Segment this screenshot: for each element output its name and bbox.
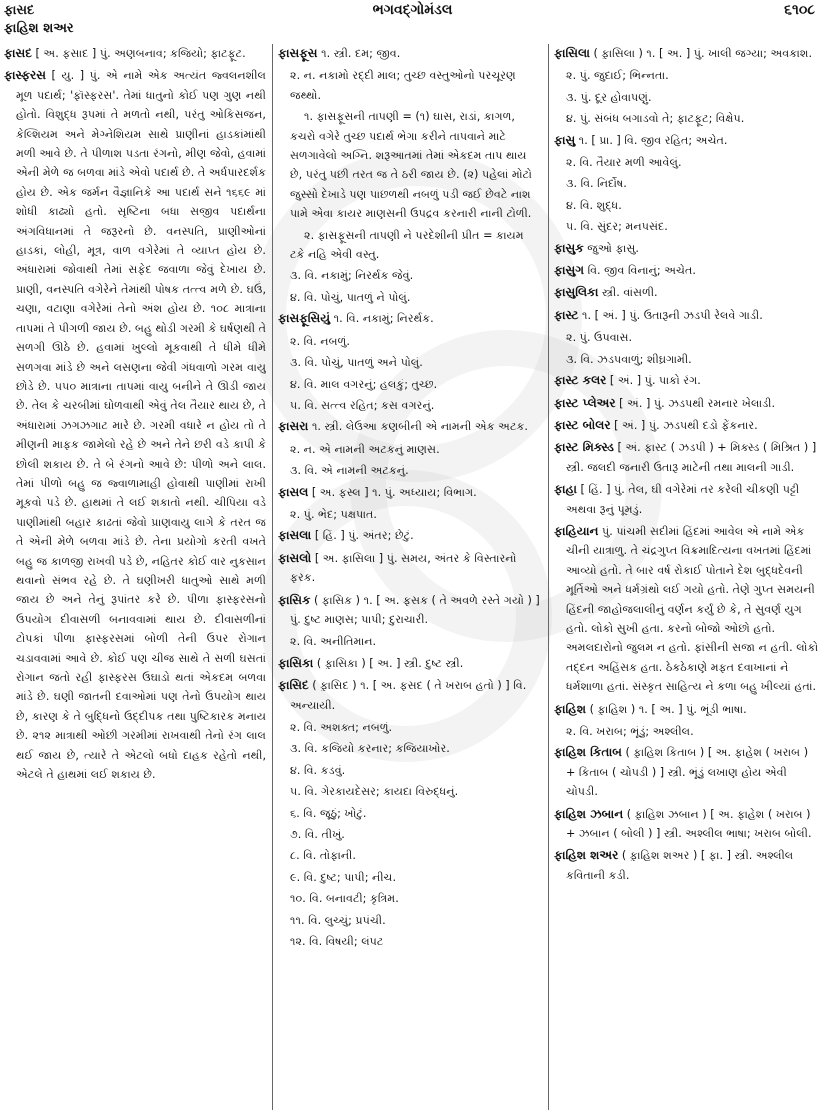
sense-line: ૨. પું. ભેદ; પક્ષપાત. xyxy=(290,507,377,521)
headword: ફાસુગ xyxy=(554,263,584,278)
sense-line: ૪. વિ. પોચું, પાતળું ને પોલું. xyxy=(290,290,411,304)
headword: ફાસિલા xyxy=(554,46,590,60)
definition: ૧. [ પ્રા. ] વિ. જીવ રહિત; અચેત. xyxy=(578,133,728,147)
headword: ફાસરા xyxy=(278,419,309,434)
definition: [ અં. ફાસ્ટ ( ઝડપી ) + મિક્સ્ડ ( મિશ્રિત ) ] સ્ત્રી. જલદી જનારી ઉતારૂ માટેની તથા માલની ગાડી. xyxy=(566,441,817,474)
page-header xyxy=(0,0,825,44)
definition: ( ફ઼ાહિશ ) ૧. [ અ. ] પું. ભૂંડી ભાષા. xyxy=(589,702,747,716)
sense-line: ૨. પું. ઉપવાસ. xyxy=(566,331,633,345)
dictionary-entry xyxy=(278,417,540,436)
definition: ૧. સ્ત્રી. લેઉઆ કણબીની એ નામની એક અટક. xyxy=(311,420,528,434)
book-title: ભગવદ્ગોમંડલ xyxy=(372,2,453,18)
sense-line: ૨. વિ. નબળું. xyxy=(290,334,350,348)
dictionary-body xyxy=(0,44,825,1110)
sense-line: ૨. વિ. અનીતિમાન. xyxy=(290,635,377,649)
sense-line: ૨. પું. જુદાઈ; ભિન્નતા. xyxy=(566,69,669,83)
dictionary-entry xyxy=(4,44,266,63)
sense-line: ૩. વિ. પોચું, પાતળું અને પોલું. xyxy=(290,356,423,370)
page-number: ૬૧૦૮ xyxy=(784,2,815,18)
sense-line: ૪. પું. સંબંધ બગાડવો તે; ફાટફૂટ; વિક્ષેપ. xyxy=(566,112,745,126)
headword: ફાસુ xyxy=(554,132,576,147)
dictionary-entry xyxy=(554,805,820,844)
headword: ફાસિક xyxy=(278,592,311,607)
definition: ( ફ઼ાહિશ ઝબાન ) [ અ. ફાહેશ ( ખરાબ ) + ઝબાન ( બોલી ) ] સ્ત્રી. અશ્લીલ ભાષા; ખરાબ બોલી. xyxy=(566,807,812,841)
sense-line: ૩. પું. દૂર હોવાપણું. xyxy=(566,90,652,104)
sense-line: ૩. વિ. નકામું; નિરર્થક જેવું. xyxy=(290,269,414,283)
dictionary-entry xyxy=(278,549,540,588)
dictionary-entry xyxy=(278,44,540,63)
sense-line: ૪. વિ. શુદ્ધ. xyxy=(566,198,622,212)
headword: ફાસ્ટ પ્લેઅર xyxy=(554,395,616,410)
sense-line: ૪. વિ. માલ વગરનું; હલકું; તુચ્છ. xyxy=(290,377,438,391)
headword: ફાહિશ શઅર xyxy=(554,848,619,863)
dictionary-entry xyxy=(278,654,540,673)
sense-line: ૩. વિ. એ નામની અટકનું. xyxy=(290,464,409,478)
sense-line: ૧. ફાસફૂસની તાપણી = (૧) ઘાસ, રાડાં, કાગળ, કચરો વગેરે તુચ્છ પદાર્થ ભેગા કરીને તાપવાને માટે સળગાવેલો અગ્નિ. શરૂઆતમાં તેમાં એકદમ તાપ થાય છે, પરંતુ પછી તરત જ તે ઠરી જાય છે. (૨) પહેલાં મોટો જુસ્સો દેખાડે પણ પાછળથી નબળું પડી જઈ છેવટે નાશ પામે એવા કાયર માણસની ઉપદ્રવ કરનારી નાની ટોળી. xyxy=(290,110,532,221)
dictionary-entry xyxy=(554,743,820,801)
sense-line: ૨. વિ. તૈયાર મળી આવેલું. xyxy=(566,156,682,170)
headword: ફાસુક xyxy=(554,240,584,255)
headword: ફાસલા xyxy=(278,528,312,543)
headword: ફાસ્ટ કલર xyxy=(554,373,607,388)
headword: ફાહા xyxy=(554,482,577,497)
definition: [ અં. ] પું. ઝડપથી દડો ફેંકનાર. xyxy=(614,418,758,432)
sense-line: ૨. ન. એ નામની અટકનું માણસ. xyxy=(290,442,440,456)
dictionary-entry xyxy=(554,846,820,885)
sense-line: ૫. વિ. સુંદર; મનપસંદ. xyxy=(566,220,668,234)
definition: ( ફ઼ાહિશ કિતાબ ) [ અ. ફાહેશ ( ખરાબ ) + કિતાબ ( ચોપડી ) ] સ્ત્રી. ભૂંડું લખાણ હોય એવી ચોપડી. xyxy=(566,746,809,799)
dictionary-entry xyxy=(554,261,820,280)
dictionary-entry xyxy=(278,591,540,630)
headword: ફાસફૂસિયું xyxy=(278,311,331,326)
definition: [ અ. ફાસિલા ] પું. સમય, અંતર કે વિસ્તારનો ફરક. xyxy=(290,551,517,585)
headword: ફાસ્ટ xyxy=(554,307,579,322)
sense-line: ૨. ફાસફૂસની તાપણી ને પરદેશીની પ્રીત = કાયમ ટકે નહિ એવી વસ્તુ. xyxy=(290,228,524,262)
definition: ( ફ઼ાસિક઼ા ) [ અ. ] સ્ત્રી. દુષ્ટ સ્ત્રી. xyxy=(316,656,464,670)
definition: [ હિં. ] પું. તેલ, ઘી વગેરેમાં તર કરેલી ચીકણી પટ્ટી અથવા રૂનું પૂમડું. xyxy=(566,483,800,516)
dictionary-entry xyxy=(554,438,820,477)
definition: જુઓ ફાસુ. xyxy=(587,241,639,255)
definition: [ અ. ફસાદ ] પું. અણબનાવ; કજિયો; ફાટફૂટ. xyxy=(35,47,246,60)
definition: [ અં. ] પું. ઝડપથી રમનાર ખેલાડી. xyxy=(619,396,776,410)
dictionary-entry xyxy=(278,483,540,502)
definition: ૧. [ અં. ] પું. ઉતારૂની ઝડપી રેલવે ગાડી. xyxy=(582,308,763,322)
sense-line: ૩. વિ. કજિયો કરનાર; કજિયાખોર. xyxy=(290,742,450,756)
sense-line: ૨. વિ. ખરાબ; ભૂંડું; અશ્લીલ. xyxy=(566,725,694,738)
definition: ( ફ઼ાસિદ ) ૧. [ અ. ફસદ ( તે ખરાબ હતો ) ] વિ. અન્યાયી. xyxy=(290,679,527,712)
headword: ફાસ્ટ મિક્સ્ડ xyxy=(554,440,614,455)
sense-line: ૭. વિ. તીખું. xyxy=(290,828,345,842)
headword: ફાસુલિકા xyxy=(554,285,599,300)
definition: [ હિં. ] પું. અંતર; છેટું. xyxy=(314,529,414,543)
sense-line: ૮. વિ. તોફાની. xyxy=(290,849,356,863)
headword: ફાસલ xyxy=(278,484,309,499)
headword: ફાહિશ xyxy=(554,701,587,716)
dictionary-entry xyxy=(554,371,820,390)
dictionary-entry xyxy=(554,416,820,435)
column-2 xyxy=(278,44,540,1106)
headword: ફાહિશ ઝબાન xyxy=(554,806,624,821)
definition: પું. પાંચમી સદીમાં હિંદમાં આવેલ એ નામે એક ચીની યાત્રાળુ. તે ચંદ્રગુપ્ત વિક્રમાદિત્યના વખતમાં હિંદમાં આવ્યો હતો. તે બાર વર્ષ રોકાઈ પોતાને દેશ બુદ્ધદેવની મૂર્તિઓ અને ધર્મગ્રંથો લઈ ગયો હતો. તેણે ગુપ્ત સમયની હિંદની જાહોજલાલીનું વર્ણન કર્યું છે કે, તે સુવર્ણ યુગ હતો. લોકો સુખી હતા. કરનો બોજો ઓછો હતો. અમલદારોનો જુલમ ન હતો. ફાંસીની સજા ન હતી. લોકો તદ્દન અહિંસક હતા. ઠેકઠેકાણે મફત દવાખાનાં ને ધર્મશાળા હતાં. સંસ્કૃત સાહિત્ય ને કળા બહુ ખીલ્યાં હતાં. xyxy=(566,524,819,694)
headword: ફાસલો xyxy=(278,550,312,565)
sense-line: ૫. વિ. ગેરકાયદેસર; કાયદા વિરુદ્ધનું. xyxy=(290,785,459,799)
sense-line: ૧૧. વિ. લુચ્ચું; પ્રપંચી. xyxy=(290,913,386,927)
dictionary-entry xyxy=(554,522,820,697)
column-3 xyxy=(554,44,820,1106)
headword: ફાસફૂસ xyxy=(278,46,318,60)
definition: ૧. સ્ત્રી. દમ; જીવ. xyxy=(321,47,401,60)
dictionary-entry xyxy=(554,306,820,325)
guide-word-last: ફાહિશ શઅર xyxy=(4,21,74,36)
dictionary-entry xyxy=(278,526,540,545)
definition: [ યુ. ] પું. એ નામે એક અત્યંત જ્વલનશીલ મૂળ પદાર્થ; 'ફૉસ્ફરસ'. તેમાં ધાતુનો કોઈ પણ ગુણ નથી હોતો. વિશુદ્ધ રૂપમાં તે મળતો નથી, પરંતુ ઓકિસજન, કેલ્શિયમ અને મેગ્નેશિયમ સાથે પ્રાણીનાં હાડકાંમાંથી મળી આવે છે. તે પીળાશ પડતા રંગનો, મીણ જેવો, હવામાં એની મેળે જ બળવા માંડે એવો પદાર્થ છે. તે અર્ધપારદર્શક હોય છે. એક જર્મન વૈજ્ઞાનિકે આ પદાર્થ સને ૧૬૬૯ માં શોધી કાઢ્યો હતો. સૃષ્ટિના બધા સજીવ પદાર્થના અંગવિધાનમાં તે જરૂરનો છે. વનસ્પતિ, પ્રાણીઓનાં હાડકાં, લોહી, મૂત્ર, વાળ વગેરેમાં તે વ્યાપ્ત હોય છે. અંધારામાં જોવાથી તેમાં સફેદ જવાળા જેવું દેખાય છે. પ્રાણી, વનસ્પતિ વગેરેને તેમાંથી પોષક તત્ત્વ મળે છે. ઘઉં, ચણા, વટાણા વગેરેમાં તેનો અંશ હોય છે. ૧૦૮ માત્રાના તાપમાં તે પીગળી જાય છે. બહુ થોડી ગરમી કે ઘર્ષણથી તે સળગી ઊઠે છે. હવામાં ખુલ્લો મૂકવાથી તે ધીમે ધીમે સળગવા માંડે છે અને લસણના જેવી ગંધવાળો ગરમ વાયુ છોડે છે. ૫૫૦ માત્રાના તાપમાં વાયુ બનીને તે ઊડી જાય છે. તેલ કે ચરબીમાં ઘોળવાથી એવું તેલ તૈયાર થાય છે, તે અંધારામાં ઝગઝગાટ મારે છે. ગરમી વધારે ન હોય તો તે મીણની માફક જામેલો રહે છે અને તેને છરી વડે કાપી કે છોલી શકાય છે. તે બે રંગનો આવે છે: પીળો અને લાલ. તેમાં પીળો બહુ જ જ્વાળામાહી હોવાથી પાણીમાં રાખી મૂકવો પડે છે. હાથમાં તે લઈ શકાતો નથી. ચીપિયા વડે પાણીમાંથી બહાર કાઢતાં જેવો પ્રાણવાયુ લાગે કે તરત જ તે એની મેળે બળવા માંડે છે. તેના પ્રયોગો કરતી વખતે બહુ જ કાળજી રાખવી પડે છે, નહિતર કોઈ વાર નુકસાન થવાનો સંભવ રહે છે. તે ઘણીખરી ધાતુઓ સાથે મળી જાય છે અને તેનું રૂપાંતર કરે છે. પીળા ફાસ્ફરસનો ઉપયોગ દીવાસળી બનાવવામાં થાય છે. દીવાસળીનાં ટોપકાં પીળા ફાસ્ફરસમાં બોળી તેની ઉપર રોગાન ચડાવવામાં આવે છે. કોઈ પણ ચીજ સાથે તે સળી ઘસતાં રોગાન જતો રહી ફાસ્ફરસ ઉઘાડો થતાં એકદમ બળવા માંડે છે. ઘણી જાતની દવાઓમાં પણ તેનો ઉપયોગ થાય છે, કારણ કે તે બુદ્ધિનો ઉદ્દીપક તથા પુષ્ટિકારક મનાય છે. ૨૧૨ માત્રાથી ઓછી ગરમીમાં રાખવાથી તેનો રંગ લાલ થઈ જાય છે, ત્યારે તે એટલો બધો દાહક રહેતો નથી, એટલે તે હાથમાં લઈ શકાય છે. xyxy=(16,69,266,782)
dictionary-entry xyxy=(554,394,820,413)
dictionary-entry xyxy=(278,676,540,715)
headword: ફાસ્ફરસ xyxy=(4,68,46,83)
headword: ફાસ્ટ બોલર xyxy=(554,417,611,432)
sense-line: ૨. ન. નકામો રદ્દી માલ; તુચ્છ વસ્તુઓનો પરચૂરણ જથ્થો. xyxy=(290,69,516,102)
sense-line: ૬. વિ. જૂઠું; ખોટું. xyxy=(290,806,367,820)
dictionary-entry xyxy=(278,309,540,328)
definition: ( ફાસિક઼ ) ૧. [ અ. ફસક ( તે અવળે રસ્તે ગયો ) ] પું. દુષ્ટ માણસ; પાપી; દુરાચારી. xyxy=(290,593,540,626)
definition: વિ. જીવ વિનાનું; અચેત. xyxy=(587,264,696,278)
sense-line: ૯. વિ. દુષ્ટ; પાપી; નીચ. xyxy=(290,870,397,884)
sense-line: ૪. વિ. કડવું. xyxy=(290,763,346,777)
sense-line: ૩. વિ. નિર્દોષ. xyxy=(566,177,627,191)
dictionary-entry xyxy=(554,283,820,302)
dictionary-entry xyxy=(554,44,820,63)
dictionary-entry xyxy=(554,480,820,519)
guide-word-first: ફાસદ xyxy=(4,3,35,18)
sense-line: ૧૨. વિ. વિષયી; લંપટ xyxy=(290,935,384,949)
definition: ( ફ઼ાસિલા ) ૧. [ અ. ] પું. ખાલી જગ્યા; અવકાશ. xyxy=(593,47,813,60)
column-divider xyxy=(548,44,549,1110)
dictionary-entry xyxy=(554,700,820,719)
sense-line: ૫. વિ. સત્ત્વ રહિત; કસ વગરનું. xyxy=(290,398,435,412)
column-divider xyxy=(272,44,273,1110)
definition: [ અ. ફસ્લ ] ૧. પું. અધ્યાય; વિભાગ. xyxy=(311,485,477,499)
headword: ફાસિકા xyxy=(278,655,314,670)
definition: સ્ત્રી. વાંસળી. xyxy=(602,286,658,300)
headword: ફાસિદ xyxy=(278,678,309,693)
dictionary-entry xyxy=(4,66,266,784)
dictionary-entry xyxy=(554,239,820,258)
sense-line: ૨. વિ. અશક્ત; નબળું. xyxy=(290,721,393,734)
headword: ફાહિયાન xyxy=(554,523,599,538)
dictionary-entry xyxy=(554,131,820,150)
sense-line: ૩. વિ. ઝડપવાળું; શીઘ્રગામી. xyxy=(566,352,692,366)
headword: ફાહિશ કિતાબ xyxy=(554,745,622,760)
definition: [ અં. ] પું. પાકો રંગ. xyxy=(609,374,701,388)
definition: ૧. વિ. નકામું; નિરર્થક. xyxy=(333,312,434,326)
sense-line: ૧૦. વિ. બનાવટી; કૃત્રિમ. xyxy=(290,892,399,906)
headword: ફાસદ xyxy=(4,46,32,60)
column-1 xyxy=(4,44,266,1106)
definition: ( ફ઼ાહિશ શઅર ) [ ફા. ] સ્ત્રી. અશ્લીલ કવિતાની કડી. xyxy=(566,849,794,882)
